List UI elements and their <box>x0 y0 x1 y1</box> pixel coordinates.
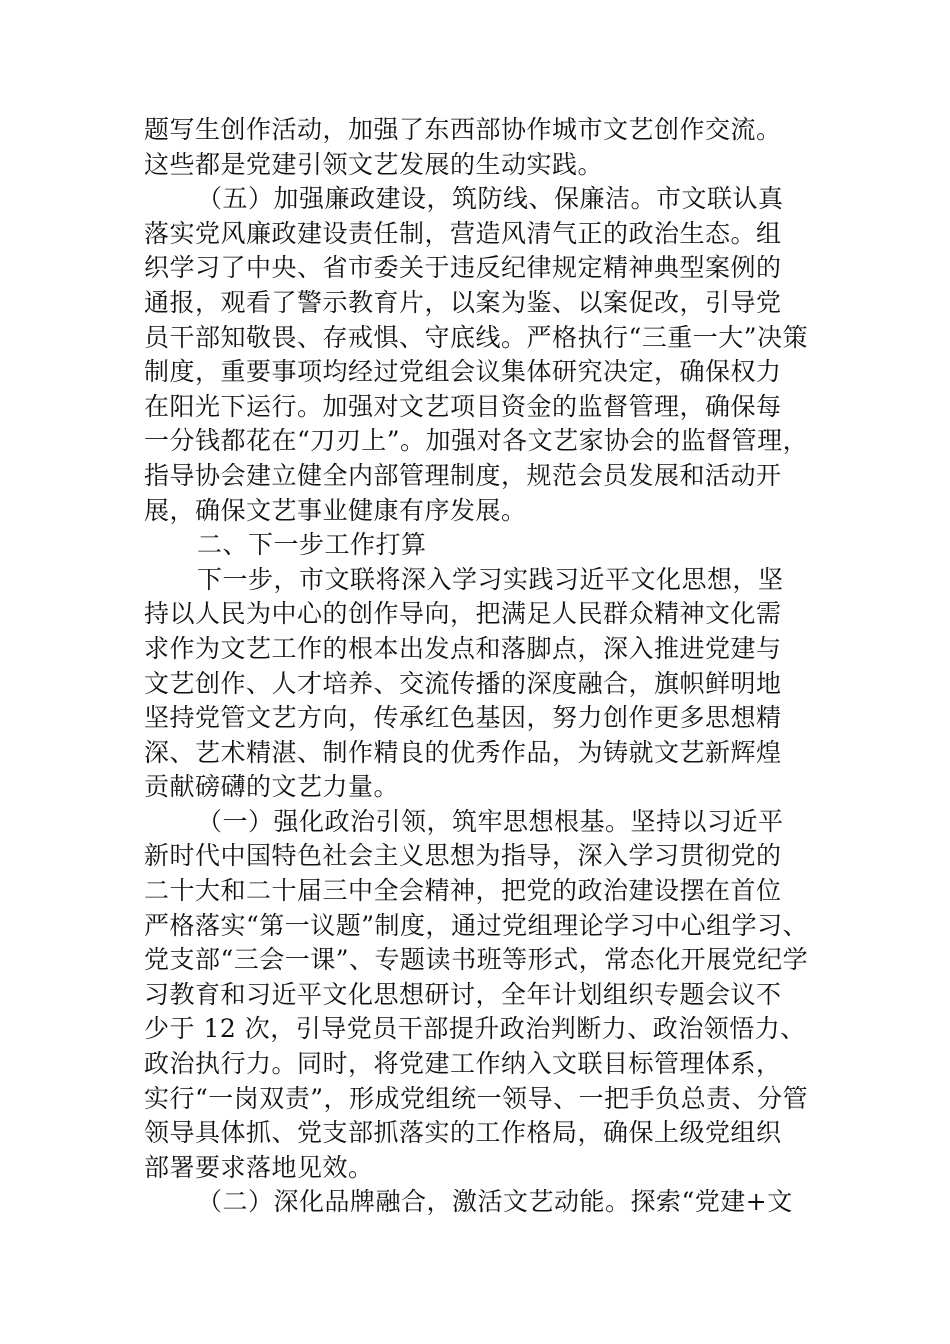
text-line: 展，确保文艺事业健康有序发展。 <box>144 495 527 525</box>
text-line: 求作为文艺工作的根本出发点和落脚点，深入推进党建与 <box>144 633 782 663</box>
section-heading-line: （五）加强廉政建设，筑防线、保廉洁。市文联认真 <box>197 184 784 214</box>
text-line: 文艺创作、人才培养、交流传播的深度融合，旗帜鲜明地 <box>144 668 782 698</box>
text-line: 员干部知敬畏、存戒惧、守底线。严格执行“三重一大”决策 <box>144 322 809 352</box>
text-line: 贡献磅礴的文艺力量。 <box>144 772 400 802</box>
text-line: 深、艺术精湛、制作精良的优秀作品，为铸就文艺新辉煌 <box>144 737 782 767</box>
text-line: 领导具体抓、党支部抓落实的工作格局，确保上级党组织 <box>144 1118 782 1148</box>
text-line: 在阳光下运行。加强对文艺项目资金的监督管理，确保每 <box>144 391 782 421</box>
section-heading-line: （一）强化政治引领，筑牢思想根基。坚持以习近平 <box>197 806 784 836</box>
text-line: 织学习了中央、省市委关于违反纪律规定精神典型案例的 <box>144 253 782 283</box>
text-line: 制度，重要事项均经过党组会议集体研究决定，确保权力 <box>144 357 782 387</box>
text-line: 新时代中国特色社会主义思想为指导，深入学习贯彻党的 <box>144 841 782 871</box>
text-line: 二十大和二十届三中全会精神，把党的政治建设摆在首位 <box>144 876 782 906</box>
paragraph-start-line: 下一步，市文联将深入学习实践习近平文化思想，坚 <box>197 564 784 594</box>
text-line: 一分钱都花在“刀刃上”。加强对各文艺家协会的监督管理， <box>144 426 809 456</box>
text-line: 题写生创作活动，加强了东西部协作城市文艺创作交流。 <box>144 115 782 144</box>
text-line: 党支部“三会一课”、专题读书班等形式，常态化开展党纪学 <box>144 945 809 975</box>
text-line: 持以人民为中心的创作导向，把满足人民群众精神文化需 <box>144 599 782 629</box>
document-body <box>144 113 809 1220</box>
text-line: 落实党风廉政建设责任制，营造风清气正的政治生态。组 <box>144 218 782 248</box>
text-line: 习教育和习近平文化思想研讨，全年计划组织专题会议不 <box>144 979 782 1009</box>
chapter-heading-line: 二、下一步工作打算 <box>197 530 427 560</box>
section-heading-line: （二）深化品牌融合，激活文艺动能。探索“党建+文 <box>197 1187 793 1217</box>
text-line: 实行“一岗双责”，形成党组统一领导、一把手负总责、分管 <box>144 1083 809 1113</box>
text-line: 指导协会建立健全内部管理制度，规范会员发展和活动开 <box>144 460 782 490</box>
text-line: 坚持党管文艺方向，传承红色基因，努力创作更多思想精 <box>144 703 782 733</box>
text-line: 严格落实“第一议题”制度，通过党组理论学习中心组学习、 <box>144 910 809 940</box>
text-line: 这些都是党建引领文艺发展的生动实践。 <box>144 149 604 179</box>
text-line: 少于 12 次，引导党员干部提升政治判断力、政治领悟力、 <box>144 1014 806 1044</box>
text-line: 部署要求落地见效。 <box>144 1152 374 1182</box>
text-line: 政治执行力。同时，将党建工作纳入文联目标管理体系， <box>144 1049 782 1079</box>
text-line: 通报，观看了警示教育片，以案为鉴、以案促改，引导党 <box>144 287 782 317</box>
